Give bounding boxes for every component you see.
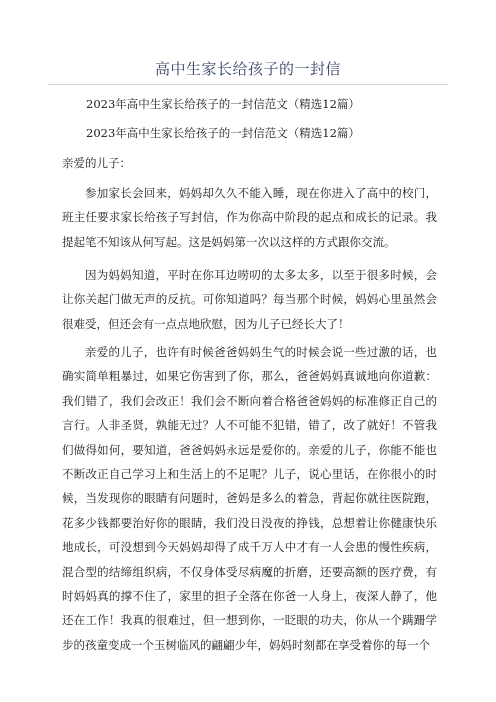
document-title: 高中生家长给孩子的一封信: [154, 60, 341, 78]
title-divider: [48, 84, 448, 85]
salutation: 亲爱的儿子：: [62, 156, 131, 170]
paragraph-2: 因为妈妈知道，平时在你耳边唠叨的太多太多，以至于很多时候，会让你关起门做无声的反抗。可你知道吗？每当那个时候，妈妈心里虽然会很难受，但还会有一点点地欣慰，因为儿子已经长大了！: [62, 268, 437, 331]
subtitle-line-1: 2023年高中生家长给孩子的一封信范文（精选12篇）: [86, 97, 360, 111]
paragraph-1: 参加家长会回来，妈妈却久久不能入睡，现在你进入了高中的校门，班主任要求家长给孩子写封信，作为你高中阶段的起点和成长的记录。我提起笔不知该从何写起。这是妈妈第一次以这样的方式跟你交流。: [62, 186, 437, 249]
subtitle-line-2: 2023年高中生家长给孩子的一封信范文（精选12篇）: [86, 126, 360, 140]
paragraph-3: 亲爱的儿子，也许有时候爸爸妈妈生气的时候会说一些过激的话，也确实简单粗暴过，如果它伤害到了你，那么，爸爸妈妈真诚地向你道歉：我们错了，我们会改正！我们会不断向着合格爸爸妈妈的标准修正自己的言行。人非圣贤，孰能无过？人不可能不犯错，错了，改了就好！不管我们做得如何，要知道，爸爸妈妈永远是爱你的。亲爱的儿子，你能不能也不断改正自己学习上和生活上的不足呢？儿子，说心里话，在你很小的时候，当发现你的眼睛有问题时，爸妈是多么的着急，背起你就往医院跑，花多少钱都要治好你的眼睛，我们没日没夜的挣钱，总想着让你健康快乐地成长，可没想到今天妈妈却得了成千万人中才有一人会患的慢性疾病，混合型的结缔组织病，不仅身体受尽病魔的折磨，还要高额的医疗费，有时妈妈真的撑不住了，家里的担子全落在你爸一人身上，夜深人静了，他还在工作！我真的很难过，但一想到你，一眨眼的功夫，你从一个蹒跚学步的孩童变成一个玉树临风的翩翩少年，妈妈时刻都在享受着你的每一个: [62, 345, 437, 652]
